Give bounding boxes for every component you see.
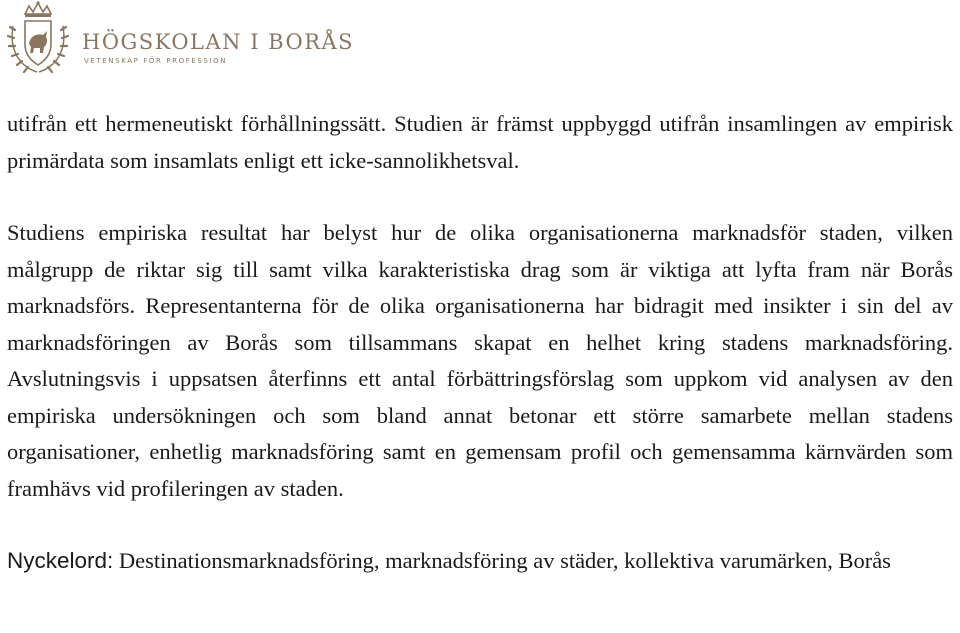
crest-emblem-icon	[3, 0, 73, 78]
page-header	[0, 0, 960, 80]
keywords-text: Destinationsmarknadsföring, marknadsföring av städer, kollektiva varumärken, Borås	[118, 548, 891, 573]
keywords-line	[7, 543, 953, 580]
document-body	[7, 106, 953, 580]
paragraph-results: Studiens empiriska resultat har belyst hur de olika organisationerna marknadsför staden, vilken målgrupp de riktar sig till samt vilka karakteristiska drag som är viktiga att lyfta fram när Borås marknadsförs. Representanterna för de olika organisationerna har bidragit med insikter i sin del av marknadsföringen av Borås som tillsammans skapat en helhet kring stadens marknadsföring. Avslutningsvis i uppsatsen återfinns ett antal förbättringsförslag som uppkom vid analysen av den empiriska undersökningen och som bland annat betonar ett större samarbete mellan stadens organisationer, enhetlig marknadsföring samt en gemensam profil och gemensamma kärnvärden som framhävs vid profileringen av staden.	[7, 220, 953, 501]
paragraph-method: utifrån ett hermeneutiskt förhållningssätt. Studien är främst uppbyggd utifrån insamlingen av empirisk primärdata som insamlats enligt ett icke-sannolikhetsval.	[7, 111, 953, 173]
institution-tagline: VETENSKAP FÖR PROFESSION	[84, 57, 228, 65]
institution-name: HÖGSKOLAN I BORÅS	[82, 30, 355, 54]
keywords-label: Nyckelord:	[7, 548, 114, 573]
